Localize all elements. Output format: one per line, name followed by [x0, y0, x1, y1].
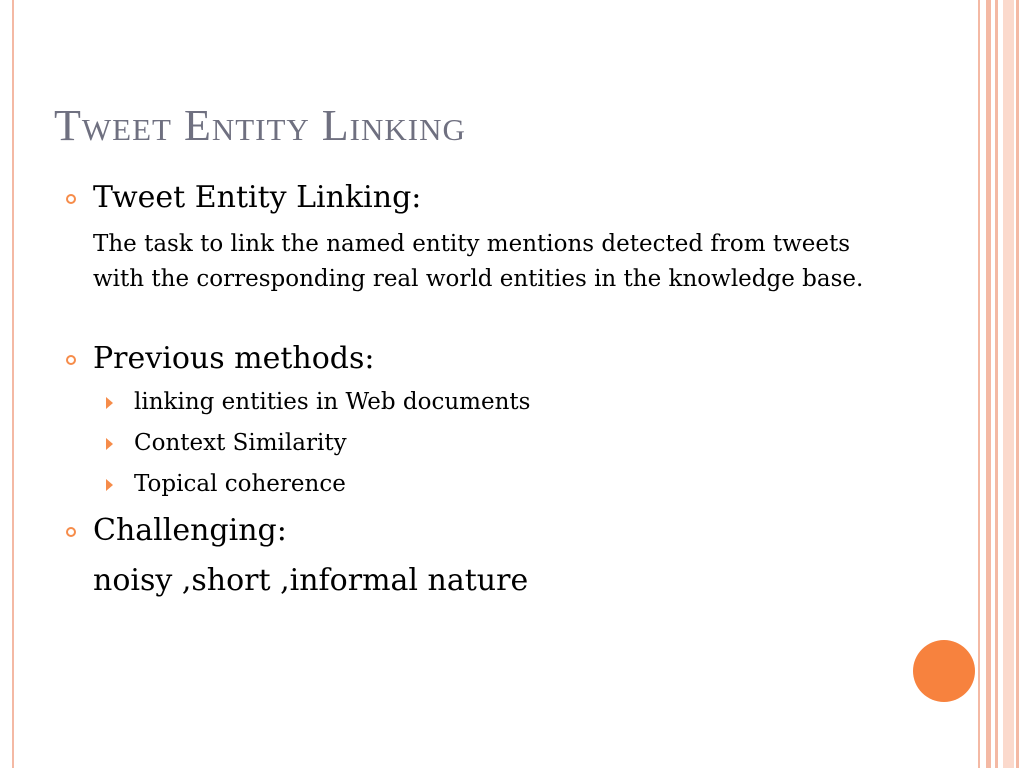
bullet-circle-icon — [66, 194, 76, 204]
sub-bullet-item: Context Similarity — [134, 430, 347, 456]
sub-bullet-arrow-icon — [106, 397, 113, 409]
slide-title: Tweet Entity Linking — [54, 101, 466, 150]
sub-bullet-arrow-icon — [106, 479, 113, 491]
right-border-stripe — [995, 0, 998, 768]
sub-bullet-item: Topical coherence — [134, 471, 346, 497]
sub-bullet-arrow-icon — [106, 438, 113, 450]
bullet-circle-icon — [66, 527, 76, 537]
bullet-heading: Tweet Entity Linking: — [93, 180, 422, 215]
decorative-circle — [913, 640, 975, 702]
bullet-circle-icon — [66, 355, 76, 365]
bullet-heading: Previous methods: — [93, 341, 375, 376]
bullet-body-text: The task to link the named entity mentions detected from tweets with the corresponding real world entities in the knowledge base. — [93, 231, 864, 292]
sub-bullet-item: linking entities in Web documents — [134, 389, 531, 415]
right-border-stripe — [978, 0, 980, 768]
bullet-heading: Challenging: — [93, 513, 287, 548]
bullet-body-text: noisy ,short ,informal nature — [93, 563, 529, 598]
left-border-line — [12, 0, 14, 768]
right-border-stripe — [1003, 0, 1014, 768]
right-border-stripe — [986, 0, 991, 768]
right-border-stripe — [1016, 0, 1019, 768]
